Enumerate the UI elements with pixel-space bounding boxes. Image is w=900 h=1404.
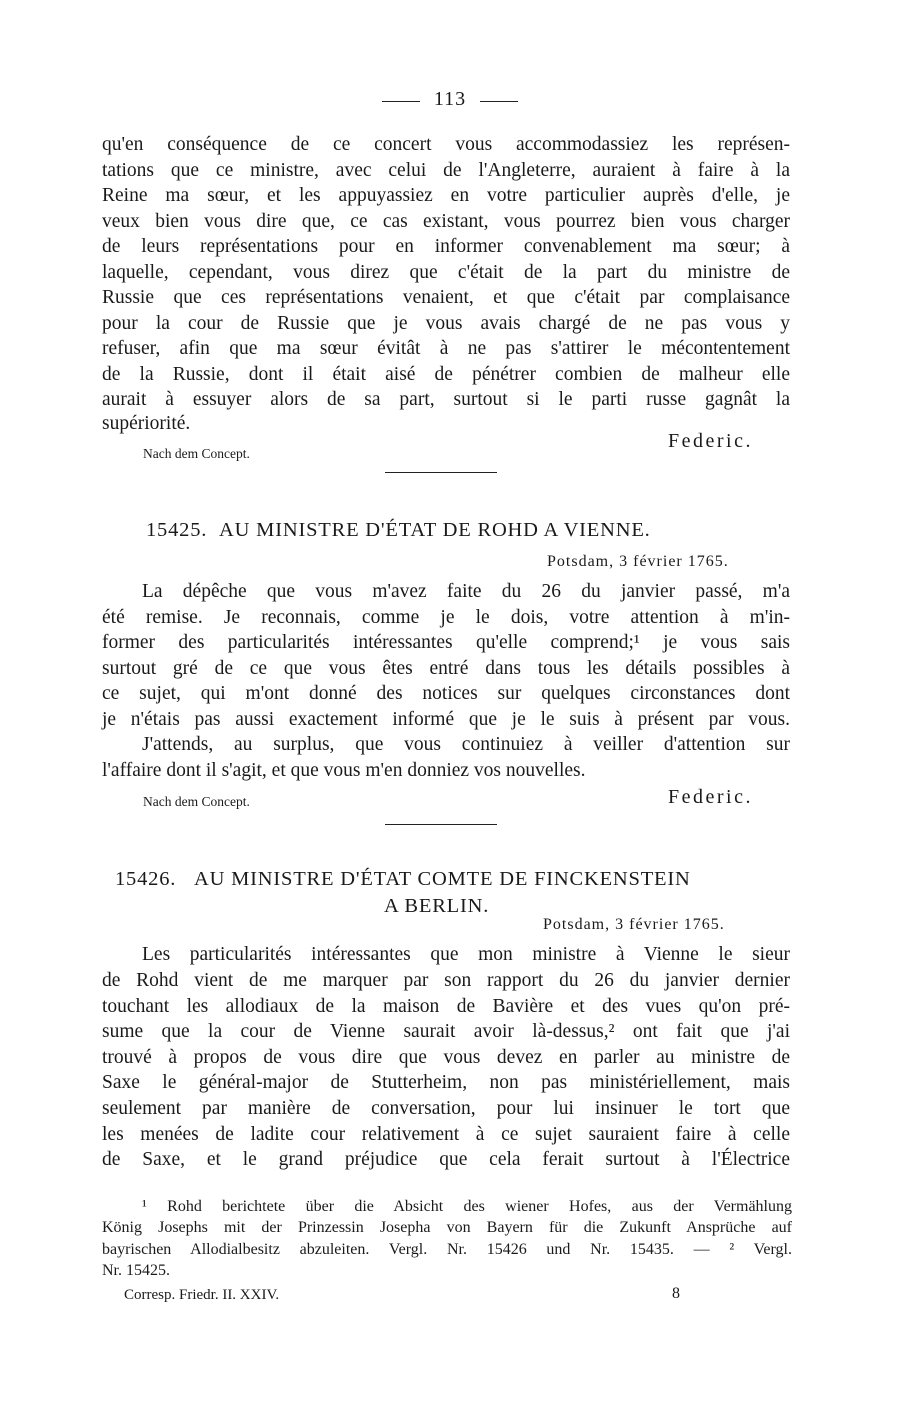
signature: Federic. xyxy=(668,786,753,808)
text-line: touchant les allodiaux de la maison de Bavière et des vues qu'on pré- xyxy=(102,996,790,1017)
text-line: trouvé à propos de vous dire que vous devez en parler au ministre de xyxy=(102,1047,790,1068)
text-line: Reine ma sœur, et les appuyassiez en votre particulier auprès d'elle, je xyxy=(102,185,790,206)
text-line: aurait à essuyer alors de sa part, surtout si le parti russe gagnât la xyxy=(102,389,790,410)
dateline: Potsdam, 3 février 1765. xyxy=(547,553,729,570)
text-line: qu'en conséquence de ce concert vous accommodassiez les représen- xyxy=(102,134,790,155)
text-line: former des particularités intéressantes qu'elle comprend;¹ je vous sais xyxy=(102,632,790,653)
source-note: Nach dem Concept. xyxy=(143,446,250,461)
text-line: pour la cour de Russie que je vous avais chargé de ne pas vous y xyxy=(102,313,790,334)
text-line: J'attends, au surplus, que vous continuiez à veiller d'attention sur xyxy=(142,734,790,755)
text-line: les menées de ladite cour relativement à ce sujet sauraient faire à celle xyxy=(102,1124,790,1145)
footnote-line: Nr. 15425. xyxy=(102,1262,170,1279)
text-line: refuser, afin que ma sœur évitât à ne pas s'attirer le mécontentement xyxy=(102,338,790,359)
text-line: de Saxe, et le grand préjudice que cela ferait surtout à l'Électrice xyxy=(102,1149,790,1170)
source-note: Nach dem Concept. xyxy=(143,794,250,809)
letter-title: AU MINISTRE D'ÉTAT DE ROHD A VIENNE. xyxy=(219,519,651,541)
footnote-line: bayrischen Allodialbesitz abzuleiten. Vergl. Nr. 15426 und Nr. 15435. — ² Vergl. xyxy=(102,1241,792,1258)
letter-title: AU MINISTRE D'ÉTAT COMTE DE FINCKENSTEIN xyxy=(193,868,691,890)
text-line: de Rohd vient de me marquer par son rapport du 26 du janvier dernier xyxy=(102,970,790,991)
text-line: Saxe le général-major de Stutterheim, non pas ministériellement, mais xyxy=(102,1072,790,1093)
text-line: sume que la cour de Vienne saurait avoir là-dessus,² ont fait que j'ai xyxy=(102,1021,790,1042)
text-line: veux bien vous dire que, ce cas existant, vous pourrez bien vous charger xyxy=(102,211,790,232)
letter-number: 15426. xyxy=(115,868,177,890)
text-line: laquelle, cependant, vous direz que c'était de la part du ministre de xyxy=(102,262,790,283)
section-divider xyxy=(385,824,497,825)
letter-title-line2: A BERLIN. xyxy=(384,895,490,917)
text-line: de la Russie, dont il était aisé de pénétrer combien de malheur elle xyxy=(102,364,790,385)
text-line: l'affaire dont il s'agit, et que vous m'en donniez vos nouvelles. xyxy=(102,760,586,781)
footnote-line: König Josephs mit der Prinzessin Josepha von Bayern für die Zukunft Ansprüche auf xyxy=(102,1219,792,1236)
text-line: La dépêche que vous m'avez faite du 26 du janvier passé, m'a xyxy=(142,581,790,602)
letter-heading xyxy=(115,868,691,891)
letter-heading xyxy=(146,519,651,542)
signature: Federic. xyxy=(668,430,753,452)
letter-number: 15425. xyxy=(146,519,208,541)
text-line: seulement par manière de conversation, pour lui insinuer le tort que xyxy=(102,1098,790,1119)
text-line: tations que ce ministre, avec celui de l'Angleterre, auraient à faire à la xyxy=(102,160,790,181)
text-line: je n'étais pas aussi exactement informé que je le suis à présent par vous. xyxy=(102,709,790,730)
text-line: Les particularités intéressantes que mon ministre à Vienne le sieur xyxy=(142,944,790,965)
section-divider xyxy=(385,472,497,473)
header-dash-right xyxy=(480,101,518,102)
text-line: été remise. Je reconnais, comme je le dois, votre attention à m'in- xyxy=(102,607,790,628)
footnote-line: ¹ Rohd berichtete über die Absicht des wiener Hofes, aus der Vermählung xyxy=(142,1198,792,1215)
text-line: ce sujet, qui m'ont donné des notices sur quelques circonstances dont xyxy=(102,683,790,704)
text-line: de leurs représentations pour en informer convenablement ma sœur; à xyxy=(102,236,790,257)
dateline: Potsdam, 3 février 1765. xyxy=(543,916,725,933)
text-line: surtout gré de ce que vous êtes entré dans tous les détails possibles à xyxy=(102,658,790,679)
page-header xyxy=(0,88,900,111)
text-line: Russie que ces représentations venaient, et que c'était par complaisance xyxy=(102,287,790,308)
text-line: supériorité. xyxy=(102,413,191,434)
page-number: 113 xyxy=(433,88,467,110)
header-dash-left xyxy=(382,101,420,102)
series-title: Corresp. Friedr. II. XXIV. xyxy=(124,1287,280,1303)
signature-mark: 8 xyxy=(672,1285,680,1302)
